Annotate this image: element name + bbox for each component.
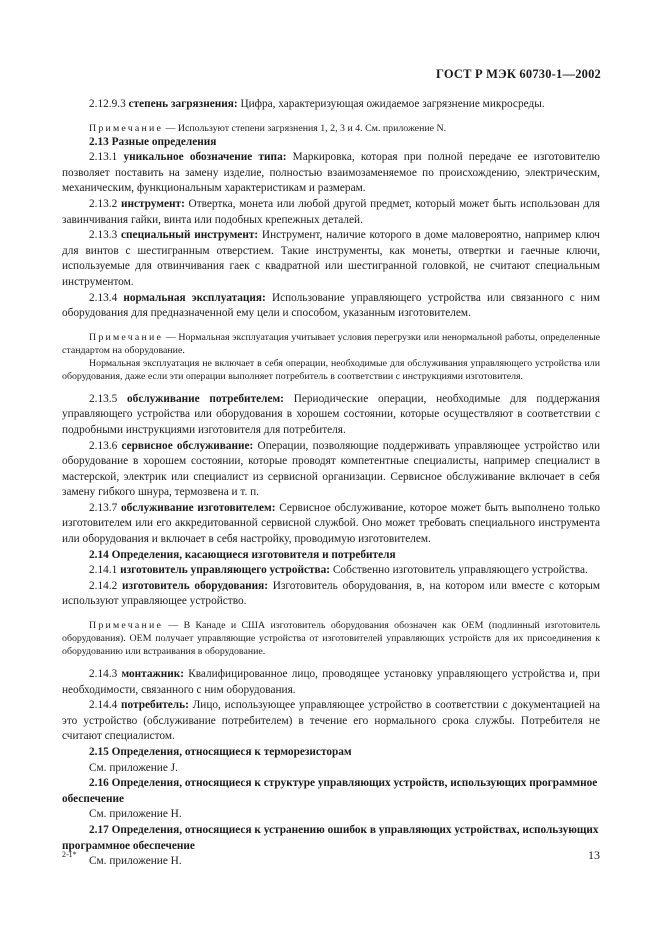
page-number: 13 [588, 848, 600, 862]
reference-2-15: См. приложение J. [89, 761, 178, 774]
definition-2-13-6: 2.13.6 сервисное обслуживание: Операции, позволяющие поддерживать управляющее устройство или оборудование в хорошем состоянии, которые проводят компетентные специалисты, например специалист в мастерской, электрик или специалист из сервисной организации. Сервисное обслуживание включает в себя замену гибкого шнура, термозвена и т. п. [62, 439, 600, 499]
definition-2-14-2: 2.14.2 изготовитель оборудования: Изготовитель оборудования, в, на котором или вместе с которым используют управляющее устройство. [62, 579, 600, 608]
note-normal-operation-cont: Нормальная эксплуатация не включает в себя операции, необходимые для обслуживания управляющего устройства или оборудования, даже если эти операции выполняет потребитель в соответствии с инструкциями изготовителя. [62, 357, 600, 382]
definition-2-13-4: 2.13.4 нормальная эксплуатация: Использование управляющего устройства или связанного с ним оборудования для предназначенной ему цели и способом, указанным изготовителем. [62, 291, 601, 320]
section-heading-2-15: 2.15 Определения, относящиеся к терморезисторам [89, 746, 352, 758]
definition-2-14-3: 2.14.3 монтажник: Квалифицированное лицо, проводящее установку управляющего устройства и, при необходимости, связанного с ним оборудования. [62, 668, 600, 696]
section-heading-2-17: 2.17 Определения, относящиеся к устранению ошибок в управляющих устройствах, использующих программное обеспечение [62, 823, 599, 852]
page-content [62, 97, 600, 870]
sheet-mark: 2-1* [62, 850, 77, 859]
reference-2-17: См. приложение H. [89, 855, 182, 868]
note-pollution-degree: Примечание — Используют степени загрязнения 1, 2, 3 и 4. См. приложение N. [89, 122, 447, 134]
definition-2-13-5: 2.13.5 обслуживание потребителем: Периодические операции, необходимые для поддержания управляющего устройства или оборудования в хорошем состоянии, которые осуществляют в соответствии с подробными инструкциями изготовителя для потребителя. [62, 392, 600, 436]
document-header: ГОСТ Р МЭК 60730-1—2002 [436, 67, 601, 81]
definition-2-14-1: 2.14.1 изготовитель управляющего устройства: Собственно изготовитель управляющего устройства. [89, 564, 588, 577]
definition-2-14-4: 2.14.4 потребитель: Лицо, использующее управляющее устройство в соответствии с документацией на это устройство (обслуживание потребителем) в течение его нормального срока службы. Потребителя не считают специалистом. [62, 699, 601, 743]
definition-2-12-9-3: 2.12.9.3 степень загрязнения: Цифра, характеризующая ожидаемое загрязнение микросреды. [89, 98, 545, 110]
section-heading-2-16: 2.16 Определения, относящиеся к структуре управляющих устройств, использующих программное обеспечение [62, 777, 598, 805]
note-oem: Примечание — В Канаде и США изготовитель оборудования обозначен как OEM (подлинный изготовитель оборудования). OEM получает управляющие устройства от изготовителей управляющих устройств для их присоединения к оборудованию или встраивания в оборудование. [62, 620, 600, 658]
definition-2-13-1: 2.13.1 уникальное обозначение типа: Маркировка, которая при полной передаче ее изготовителю позволяет поставить на замену изделие, полностью взаимозаменяемое по происхождению, электрическим, механическим, функциональным характеристикам и размерам. [62, 151, 600, 195]
section-heading-2-14: 2.14 Определения, касающиеся изготовителя и потребителя [89, 548, 396, 561]
section-heading-2-13: 2.13 Разные определения [89, 135, 217, 148]
reference-2-16: См. приложение H. [89, 808, 182, 821]
definition-2-13-2: 2.13.2 инструмент: Отвертка, монета или любой другой предмет, который может быть использован для завинчивания гайки, винта или подобных крепежных деталей. [62, 197, 600, 226]
note-normal-operation: Примечание — Нормальная эксплуатация учитывает условия перегрузки или ненормальной работы, определенные стандартом на оборудование. [62, 331, 600, 356]
definition-2-13-7: 2.13.7 обслуживание изготовителем: Сервисное обслуживание, которое может быть выполнено только изготовителем или его аккредитованной сервисной службой. Оно может требовать специального инструмента или оборудования и включает в себя настройку, проводимую изготовителем. [62, 501, 600, 546]
definition-2-13-3: 2.13.3 специальный инструмент: Инструмент, наличие которого в доме маловероятно, например ключ для винтов с шестигранным отверстием. Такие инструменты, как монеты, отвертки и гаечные ключи, используемые для отвинчивания гаек с квадратной или шестигранной головкой, не считают специальным инструментом. [62, 229, 600, 288]
